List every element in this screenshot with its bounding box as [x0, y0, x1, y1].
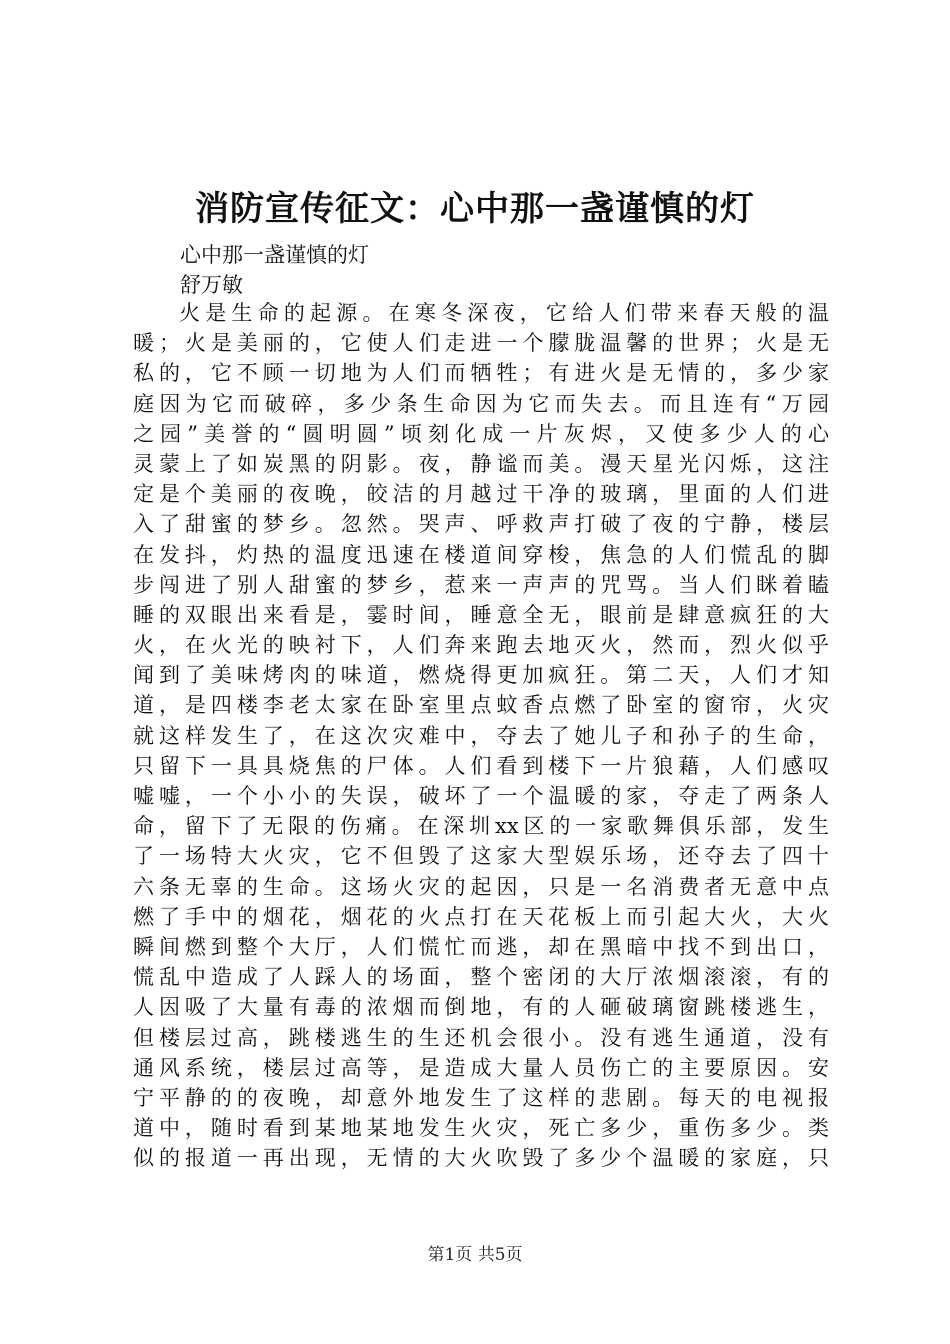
body-line: 火是生命的起源。在寒冬深夜，它给人们带来春天般的温 — [179, 301, 829, 325]
document-subtitle: 心中那一盏谨慎的灯 — [180, 243, 369, 267]
body-line: 之园”美誉的“圆明圆”顷刻化成一片灰烬，又使多少人的心 — [133, 421, 829, 446]
body-line: 入了甜蜜的梦乡。忽然。哭声、呼救声打破了夜的宁静，楼层 — [133, 512, 829, 537]
body-line: 道中，随时看到某地某地发生火灾，死亡多少，重伤多少。类 — [133, 1116, 829, 1141]
body-line: 灵蒙上了如炭黑的阴影。夜，静谧而美。漫天星光闪烁，这注 — [133, 451, 829, 476]
body-line: 在发抖，灼热的温度迅速在楼道间穿梭，焦急的人们慌乱的脚 — [133, 542, 829, 567]
body-line: 瞬间燃到整个大厅，人们慌忙而逃，却在黑暗中找不到出口， — [133, 934, 829, 959]
body-line: 但楼层过高，跳楼逃生的生还机会很小。没有逃生通道，没有 — [133, 1025, 829, 1050]
body-line: 慌乱中造成了人踩人的场面，整个密闭的大厅浓烟滚滚，有的 — [133, 965, 829, 990]
body-line: 了一场特大火灾，它不但毁了这家大型娱乐场，还夺去了四十 — [133, 844, 829, 869]
body-line: 六条无辜的生命。这场火灾的起因，只是一名消费者无意中点 — [133, 874, 829, 899]
body-line: 宁平静的的夜晚，却意外地发生了这样的悲剧。每天的电视报 — [133, 1085, 829, 1110]
body-line: 燃了手中的烟花，烟花的火点打在天花板上而引起大火，大火 — [133, 904, 829, 929]
body-line: 就这样发生了，在这次灾难中，夺去了她儿子和孙子的生命， — [133, 723, 829, 748]
body-line: 暖；火是美丽的，它使人们走进一个朦胧温馨的世界；火是无 — [133, 331, 829, 356]
body-line: 人因吸了大量有毒的浓烟而倒地，有的人砸破璃窗跳楼逃生， — [133, 995, 829, 1020]
body-line: 火，在火光的映衬下，人们奔来跑去地灭火，然而，烈火似乎 — [133, 633, 829, 658]
body-line: 命，留下了无限的伤痛。在深圳xx区的一家歌舞俱乐部，发生 — [133, 814, 829, 839]
document-title: 消防宣传征文：心中那一盏谨慎的灯 — [195, 189, 755, 229]
body-line: 睡的双眼出来看是，霎时间，睡意全无，眼前是肆意疯狂的大 — [133, 602, 829, 627]
body-line: 只留下一具具烧焦的尸体。人们看到楼下一片狼藉，人们感叹 — [133, 753, 829, 778]
document-author: 舒万敏 — [180, 273, 243, 297]
body-line: 道，是四楼李老太家在卧室里点蚊香点燃了卧室的窗帘，火灾 — [133, 693, 829, 718]
body-line: 嘘嘘，一个小小的失误，破坏了一个温暖的家，夺走了两条人 — [133, 784, 829, 808]
body-line: 通风系统，楼层过高等，是造成大量人员伤亡的主要原因。安 — [133, 1055, 829, 1080]
page-number-footer: 第1页 共5页 — [427, 1245, 523, 1265]
body-line: 闻到了美味烤肉的味道，燃烧得更加疯狂。第二天，人们才知 — [133, 663, 829, 688]
body-line: 定是个美丽的夜晚，皎洁的月越过干净的玻璃，里面的人们进 — [133, 482, 829, 507]
document-body — [133, 298, 829, 1173]
body-line: 似的报道一再出现，无情的大火吹毁了多少个温暖的家庭，只 — [133, 1146, 829, 1171]
body-line: 私的，它不顾一切地为人们而牺牲；有进火是无情的，多少家 — [133, 361, 829, 386]
body-line: 庭因为它而破碎，多少条生命因为它而失去。而且连有“万园 — [133, 391, 829, 416]
body-line: 步闯进了别人甜蜜的梦乡，惹来一声声的咒骂。当人们眯着瞌 — [133, 572, 829, 597]
